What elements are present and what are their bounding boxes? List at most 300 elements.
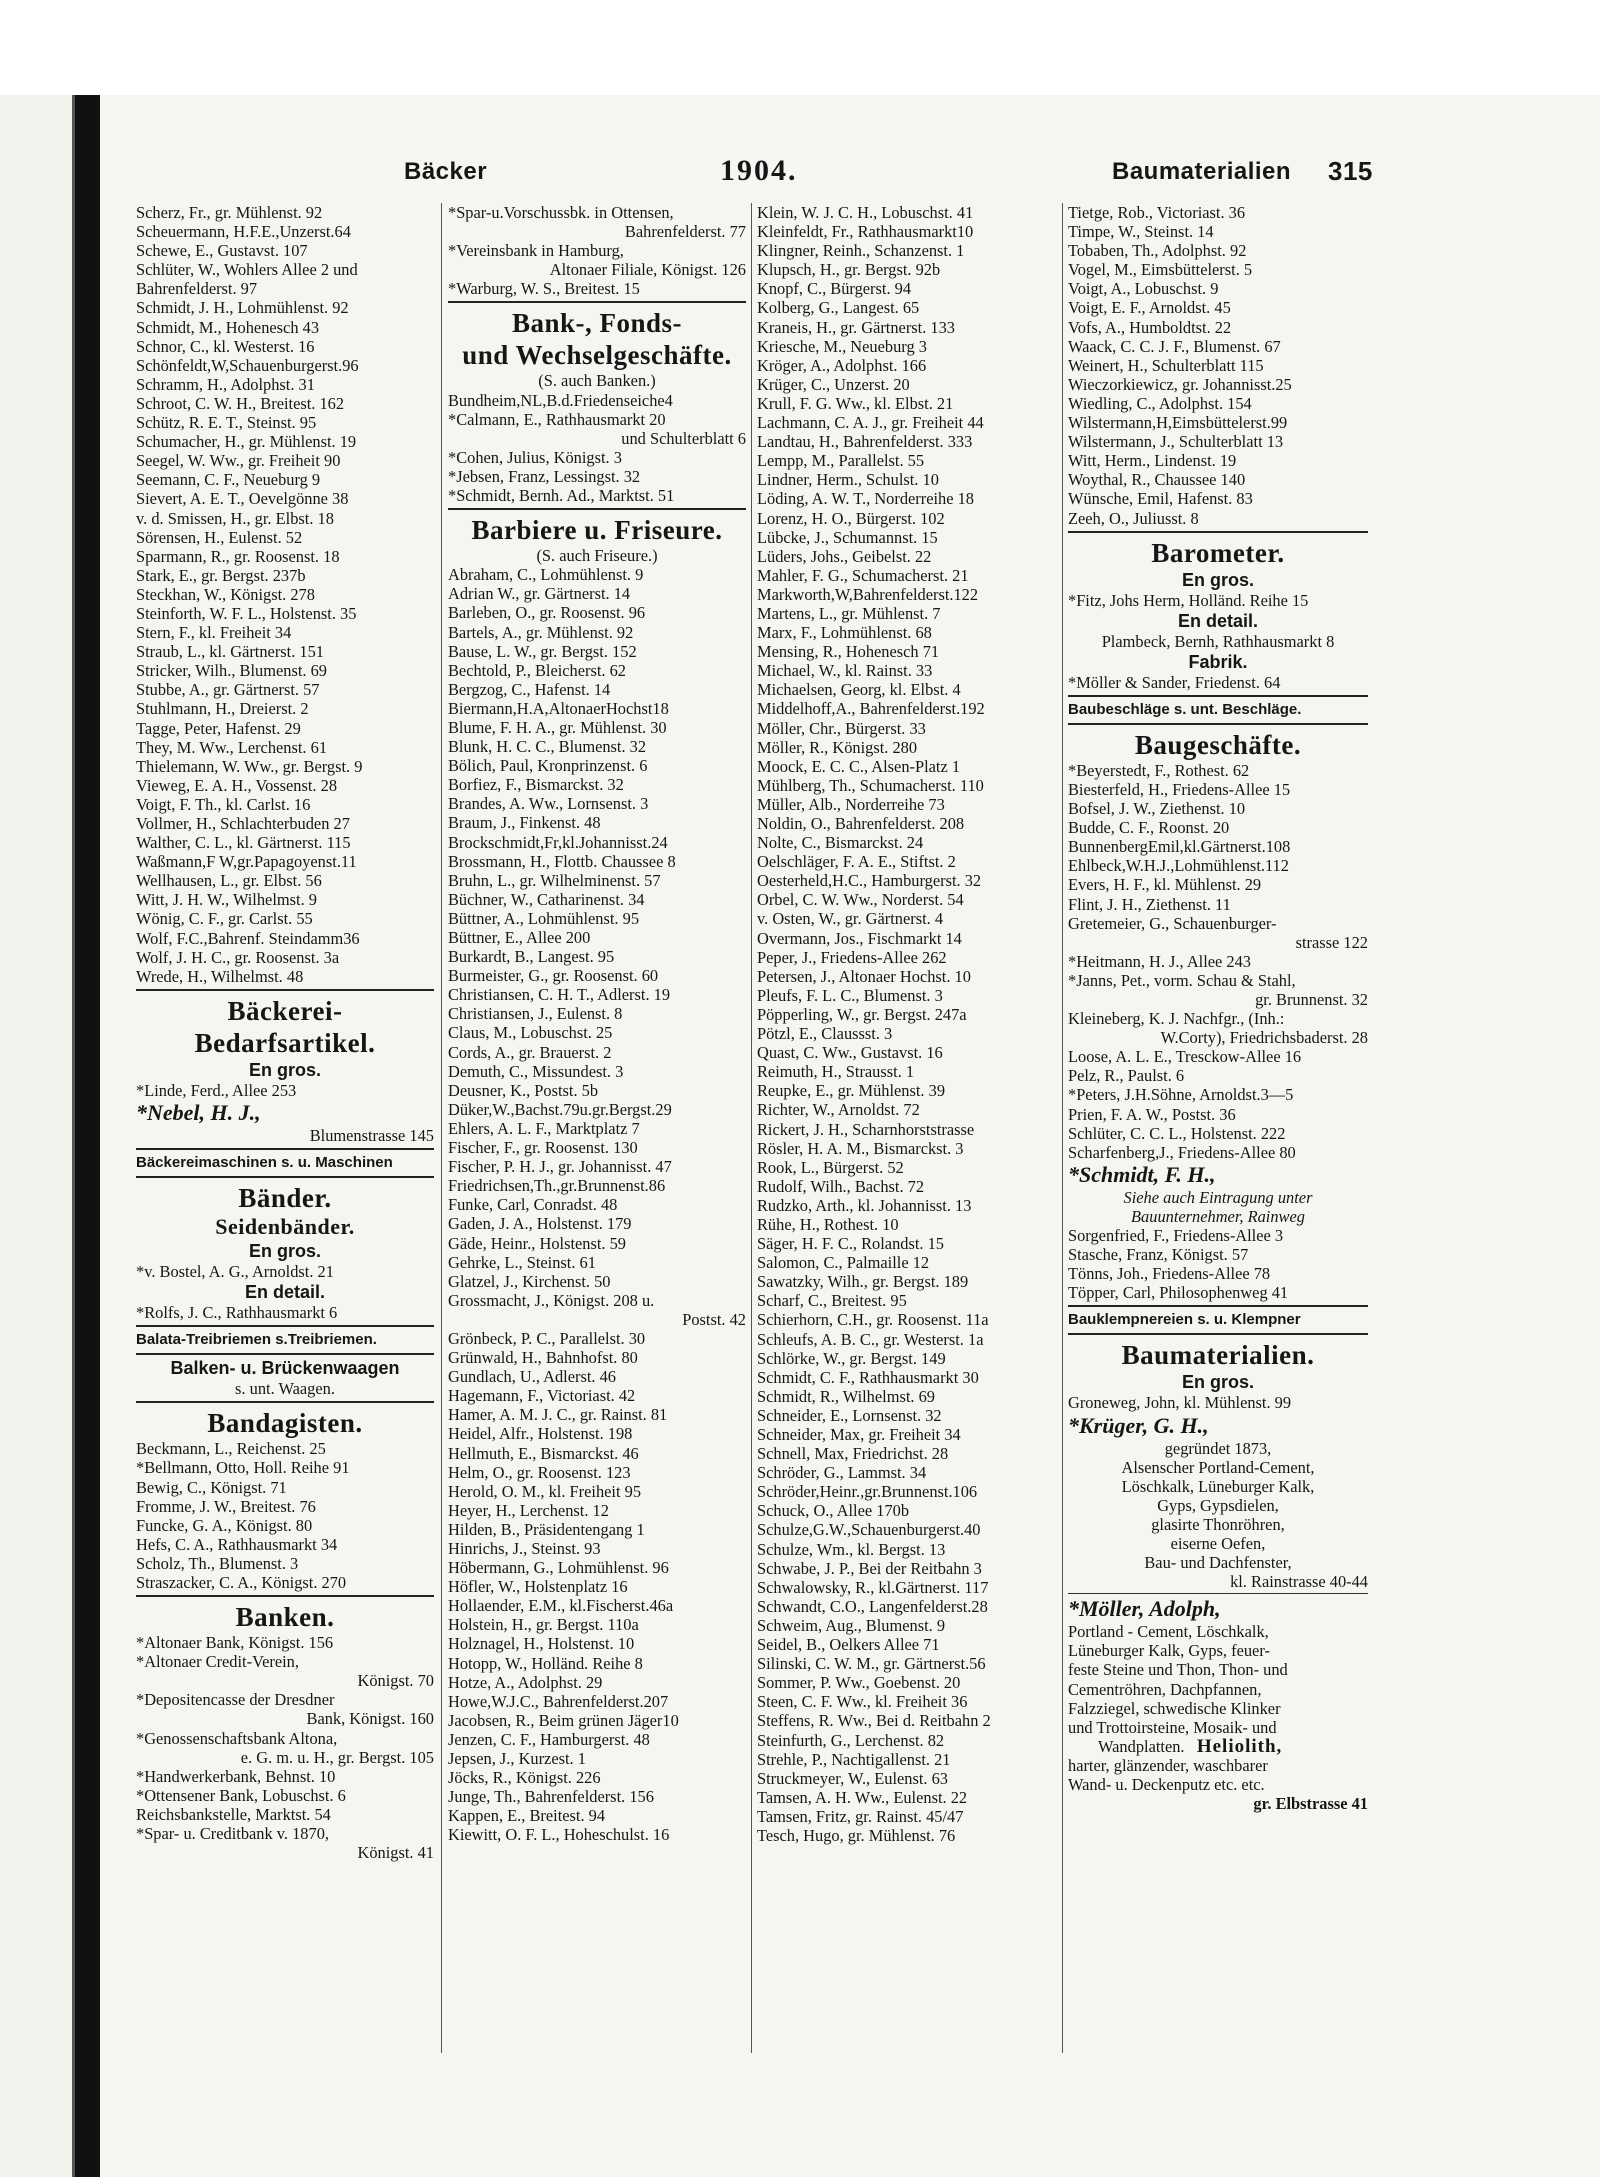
list-item: Loose, A. L. E., Tresckow-Allee 16 <box>1068 1047 1302 1067</box>
list-item: Büchner, W., Catharinenst. 34 <box>448 889 645 909</box>
subheading-en-gros: En gros. <box>248 1241 321 1262</box>
list-item: Timpe, W., Steinst. 14 <box>1068 222 1214 242</box>
list-item: Barleben, O., gr. Roosenst. 96 <box>448 603 646 623</box>
list-item: Seegel, W. Ww., gr. Freiheit 90 <box>136 451 341 471</box>
section-rule <box>136 989 434 991</box>
header-left-keyword: Bäcker <box>404 158 488 185</box>
list-item: Möller, R., Königst. 280 <box>757 737 918 757</box>
list-item: Oesterheld,H.C., Hamburgerst. 32 <box>757 871 982 891</box>
list-item: Evers, H. F., kl. Mühlenst. 29 <box>1068 875 1262 895</box>
subheading-en-gros: En gros. <box>1181 569 1254 590</box>
section-heading: Banken. <box>235 1602 335 1633</box>
list-item: Hefs, C. A., Rathhausmarkt 34 <box>136 1534 338 1554</box>
advert-line: Gyps, Gypsdielen, <box>1157 1495 1279 1515</box>
list-item: Bartels, A., gr. Mühlenst. 92 <box>448 622 634 642</box>
section-heading: Barbiere u. Friseure. <box>471 515 723 546</box>
list-item: Schwalowsky, R., kl.Gärtnerst. 117 <box>757 1577 989 1597</box>
list-item: *Janns, Pet., vorm. Schau & Stahl, <box>1068 970 1296 990</box>
list-item: Hellmuth, E., Bismarckst. 46 <box>448 1443 639 1463</box>
firm-note: Bauunternehmer, Rainweg <box>1131 1206 1305 1226</box>
list-item: Schewe, E., Gustavst. 107 <box>136 241 308 261</box>
facing-page-edge <box>0 95 75 2177</box>
list-item: Schulze,G.W.,Schauenburgerst.40 <box>757 1520 981 1540</box>
list-item: Salomon, C., Palmaille 12 <box>757 1253 930 1273</box>
advert-line: gegründet 1873, <box>1164 1438 1272 1458</box>
list-item: Schmidt, J. H., Lohmühlenst. 92 <box>136 298 349 318</box>
list-item: *Warburg, W. S., Breitest. 15 <box>448 279 640 299</box>
list-item-continuation: Postst. 42 <box>682 1309 746 1329</box>
list-item: *Altonaer Bank, Königst. 156 <box>136 1633 334 1653</box>
cross-reference: Bäckereimaschinen s. u. Maschinen <box>136 1154 393 1172</box>
list-item: Pöpperling, W., gr. Bergst. 247a <box>757 1004 967 1024</box>
advert-rule <box>1068 1593 1368 1594</box>
list-item: Schweim, Aug., Blumenst. 9 <box>757 1615 946 1635</box>
section-rule <box>136 1353 434 1355</box>
section-rule <box>448 301 746 303</box>
section-rule <box>1068 695 1368 697</box>
list-item: Schlüter, W., Wohlers Allee 2 und <box>136 260 358 280</box>
list-item: Burmeister, G., gr. Roosenst. 60 <box>448 966 659 986</box>
list-item: Christiansen, C. H. T., Adlerst. 19 <box>448 985 671 1005</box>
list-item: Bechtold, P., Bleicherst. 62 <box>448 660 626 680</box>
firm-advert-lines <box>1068 1622 1368 1737</box>
list-item: Adrian W., gr. Gärtnerst. 14 <box>448 584 631 604</box>
list-item: Bewig, C., Königst. 71 <box>136 1477 287 1497</box>
section-heading: Bänder. <box>238 1183 332 1214</box>
list-item: Grönbeck, P. C., Parallelst. 30 <box>448 1328 646 1348</box>
section-heading: Baumaterialien. <box>1121 1340 1315 1371</box>
list-item: Tönns, Joh., Friedens-Allee 78 <box>1068 1264 1271 1284</box>
list-item: Bause, L. W., gr. Bergst. 152 <box>448 641 637 661</box>
list-item: Waßmann,F W,gr.Papagoyenst.11 <box>136 852 357 872</box>
section-rule <box>136 1595 434 1597</box>
list-item: Bank, Königst. 160 <box>306 1709 434 1729</box>
list-item: Lindner, Herm., Schulst. 10 <box>757 470 939 490</box>
list-item: Budde, C. F., Roonst. 20 <box>1068 818 1230 838</box>
advert-line: Wand- u. Deckenputz etc. etc. <box>1068 1775 1265 1794</box>
list-item: Reimuth, H., Strausst. 1 <box>757 1062 915 1082</box>
list-item: Richter, W., Arnoldst. 72 <box>757 1100 920 1120</box>
list-item: Schuck, O., Allee 170b <box>757 1501 910 1521</box>
baugeschaefte-list <box>1068 761 1368 1162</box>
list-item: Schramm, H., Adolphst. 31 <box>136 374 315 394</box>
section-heading: Seidenbänder. <box>215 1214 355 1240</box>
list-item: Königst. 70 <box>357 1671 434 1691</box>
list-item: Straszacker, C. A., Königst. 270 <box>136 1572 347 1592</box>
list-item: Tamsen, A. H. Ww., Eulenst. 22 <box>757 1787 968 1807</box>
list-item: e. G. m. u. H., gr. Bergst. 105 <box>240 1747 434 1767</box>
list-item: Büttner, E., Allee 200 <box>448 928 591 947</box>
list-item: Kröger, A., Adolphst. 166 <box>757 355 927 375</box>
list-item: Scharf, C., Breitest. 95 <box>757 1291 907 1311</box>
list-item: *Heitmann, H. J., Allee 243 <box>1068 951 1252 971</box>
list-item: Sawatzky, Wilh., gr. Bergst. 189 <box>757 1272 969 1292</box>
list-item: Struckmeyer, W., Eulenst. 63 <box>757 1768 948 1788</box>
list-item: *Beyerstedt, F., Rothest. 62 <box>1068 760 1250 780</box>
list-item: Bundheim,NL,B.d.Friedenseiche4 <box>448 390 673 410</box>
advert-text: Wandplatten. <box>1098 1736 1185 1756</box>
column-4 <box>1068 203 1368 2063</box>
list-item: Witt, Herm., Lindenst. 19 <box>1068 451 1237 471</box>
advert-line: Löschkalk, Lüneburger Kalk, <box>1121 1476 1315 1496</box>
list-item: Hamer, A. M. J. C., gr. Rainst. 81 <box>448 1405 668 1425</box>
column-2 <box>448 203 746 2063</box>
list-item: Wolf, J. H. C., gr. Roosenst. 3a <box>136 947 340 967</box>
list-item: Steckhan, W., Königst. 278 <box>136 584 315 604</box>
list-item: Orbel, C. W. Ww., Norderst. 54 <box>757 890 964 910</box>
list-item: Seidel, B., Oelkers Allee 71 <box>757 1635 940 1655</box>
list-item: *Depositencasse der Dresdner <box>136 1690 335 1710</box>
list-item: Vieweg, E. A. H., Vossenst. 28 <box>136 775 338 795</box>
barbiere-list-continued <box>757 203 1057 1845</box>
list-item: Schönfeldt,W,Schauenburgerst.96 <box>136 355 359 375</box>
list-item: Bahrenfelderst. 97 <box>136 279 258 299</box>
list-item: Brandes, A. Ww., Lornsenst. 3 <box>448 794 649 814</box>
list-item: BunnenbergEmil,kl.Gärtnerst.108 <box>1068 837 1291 857</box>
section-note: (S. auch Friseure.) <box>536 546 658 566</box>
list-item: Bölich, Paul, Kronprinzenst. 6 <box>448 756 648 776</box>
list-item: Marx, F., Lohmühlenst. 68 <box>757 623 932 643</box>
section-heading: Barometer. <box>1151 537 1285 568</box>
list-item: Wilstermann,H,Eimsbüttelerst.99 <box>1068 413 1288 433</box>
list-item: *Handwerkerbank, Behnst. 10 <box>136 1766 336 1786</box>
list-item: Tesch, Hugo, gr. Mühlenst. 76 <box>757 1825 956 1845</box>
advert-line: und Trottoirsteine, Mosaik- und <box>1068 1717 1277 1737</box>
list-item: Vofs, A., Humboldtst. 22 <box>1068 317 1232 337</box>
section-heading: Bandagisten. <box>207 1408 363 1439</box>
list-item: Reupke, E., gr. Mühlenst. 39 <box>757 1081 946 1101</box>
section-rule <box>136 1176 434 1178</box>
list-item: Töpper, Carl, Philosophenweg 41 <box>1068 1283 1289 1303</box>
firm-name: *Schmidt, F. H., <box>1068 1161 1216 1187</box>
list-item: Schröder, G., Lammst. 34 <box>757 1463 927 1483</box>
list-item: Reichsbankstelle, Marktst. 54 <box>136 1804 331 1824</box>
list-item: Scharfenberg,J., Friedens-Allee 80 <box>1068 1142 1296 1162</box>
list-item: Gehrke, L., Steinst. 61 <box>448 1252 596 1272</box>
list-item: Schneider, E., Lornsenst. 32 <box>757 1405 942 1425</box>
list-item: Pleufs, F. L. C., Blumenst. 3 <box>757 985 943 1005</box>
subheading-fabrik: Fabrik. <box>1188 651 1248 672</box>
list-item: Steinforth, W. F. L., Holstenst. 35 <box>136 603 357 623</box>
list-item: Höbermann, G., Lohmühlenst. 96 <box>448 1558 669 1578</box>
list-item: Beckmann, L., Reichenst. 25 <box>136 1439 326 1459</box>
list-item: Kriesche, M., Neueburg 3 <box>757 336 927 356</box>
list-item: Stuhlmann, H., Dreierst. 2 <box>136 699 309 719</box>
list-item: Tamsen, Fritz, gr. Rainst. 45/47 <box>757 1806 964 1826</box>
firm-advert-lines <box>1068 1756 1368 1794</box>
list-item: Howe,W.J.C., Bahrenfelderst.207 <box>448 1691 669 1711</box>
list-item: Middelhoff,A., Bahrenfelderst.192 <box>757 699 985 719</box>
list-item: Wrede, H., Wilhelmst. 48 <box>136 966 304 986</box>
list-item: Stern, F., kl. Freiheit 34 <box>136 623 292 643</box>
list-item: Schneider, Max, gr. Freiheit 34 <box>757 1425 961 1444</box>
advert-line: feste Steine und Thon, Thon- und <box>1068 1660 1288 1680</box>
list-item: und Schulterblatt 6 <box>621 428 746 448</box>
list-item: v. Osten, W., gr. Gärtnerst. 4 <box>757 909 944 929</box>
list-item: Düker,W.,Bachst.79u.gr.Bergst.29 <box>448 1099 672 1119</box>
section-heading: Bedarfsartikel. <box>194 1027 376 1058</box>
subheading-en-gros: En gros. <box>1181 1372 1254 1393</box>
list-item: Knopf, C., Bürgerst. 94 <box>757 279 912 299</box>
list-item: Biermann,H.A,AltonaerHochst18 <box>448 698 669 718</box>
advert-line: glasirte Thonröhren, <box>1151 1514 1285 1534</box>
list-item: They, M. Ww., Lerchenst. 61 <box>136 737 328 757</box>
list-item: Wieczorkiewicz, gr. Johannisst.25 <box>1068 374 1292 394</box>
list-item: Klupsch, H., gr. Bergst. 92b <box>757 260 941 280</box>
list-item: Schmidt, M., Hohenesch 43 <box>136 317 320 337</box>
list-item: *Fitz, Johs Herm, Holländ. Reihe 15 <box>1068 590 1309 610</box>
advert-line: Cementröhren, Dachpfannen, <box>1068 1679 1262 1699</box>
list-item: Stubbe, A., gr. Gärtnerst. 57 <box>136 680 320 700</box>
list-item: Wiedling, C., Adolphst. 154 <box>1068 393 1252 413</box>
list-item: Mensing, R., Hohenesch 71 <box>757 642 940 662</box>
list-item: Braum, J., Finkenst. 48 <box>448 813 601 833</box>
list-item: Schlüter, C. C. L., Holstenst. 222 <box>1068 1123 1286 1143</box>
list-item: Weinert, H., Schulterblatt 115 <box>1068 355 1264 375</box>
running-header <box>0 154 1600 198</box>
list-item: W.Corty), Friedrichsbaderst. 28 <box>1160 1028 1368 1048</box>
list-item: Walther, C. L., kl. Gärtnerst. 115 <box>136 833 351 853</box>
section-rule <box>136 1148 434 1150</box>
list-item: Krüger, C., Unzerst. 20 <box>757 374 910 394</box>
list-item: Mahler, F. G., Schumacherst. 21 <box>757 565 969 585</box>
list-item: Voigt, F. Th., kl. Carlst. 16 <box>136 794 311 814</box>
list-item: Rudzko, Arth., kl. Johannisst. 13 <box>757 1195 972 1215</box>
list-item: Säger, H. F. C., Rolandst. 15 <box>757 1234 944 1254</box>
list-item: Steen, C. F. Ww., kl. Freiheit 36 <box>757 1692 968 1712</box>
list-item: Schmidt, R., Wilhelmst. 69 <box>757 1386 935 1406</box>
list-item: gr. Brunnenst. 32 <box>1255 990 1368 1009</box>
list-item: Fromme, J. W., Breitest. 76 <box>136 1496 316 1516</box>
list-item: Gäde, Heinr., Holstenst. 59 <box>448 1233 626 1253</box>
advert-line: eiserne Oefen, <box>1170 1533 1266 1553</box>
barbiere-list <box>448 565 746 1310</box>
firm-address: gr. Elbstrasse 41 <box>1253 1794 1368 1814</box>
list-item: Biesterfeld, H., Friedens-Allee 15 <box>1068 779 1291 799</box>
firm-name: *Möller, Adolph, <box>1068 1596 1221 1622</box>
section-rule <box>1068 1305 1368 1307</box>
list-item: Sievert, A. E. T., Oevelgönne 38 <box>136 489 349 509</box>
list-item: *Möller & Sander, Friedenst. 64 <box>1068 672 1281 692</box>
list-item: Steinfurth, G., Lerchenst. 82 <box>757 1730 945 1750</box>
section-heading: Bank-, Fonds- <box>511 308 683 339</box>
list-item: Flint, J. H., Ziethenst. 11 <box>1068 894 1231 914</box>
list-item: Woythal, R., Chaussee 140 <box>1068 470 1246 490</box>
firm-note: Siehe auch Eintragung unter <box>1123 1187 1313 1207</box>
section-rule <box>1068 723 1368 725</box>
list-item: Funcke, G. A., Königst. 80 <box>136 1515 313 1535</box>
list-item: Scholz, Th., Blumenst. 3 <box>136 1553 299 1573</box>
list-item: Schwabe, J. P., Bei der Reitbahn 3 <box>757 1558 982 1578</box>
list-item: Wönig, C. F., gr. Carlst. 55 <box>136 909 313 929</box>
barbiere-list-end <box>1068 203 1368 528</box>
list-item: Hagemann, F., Victoriast. 42 <box>448 1386 636 1406</box>
section-rule <box>136 1401 434 1403</box>
list-item: Jöcks, R., Königst. 226 <box>448 1768 601 1788</box>
list-item: *Bellmann, Otto, Holl. Reihe 91 <box>136 1458 350 1478</box>
list-item: *Cohen, Julius, Königst. 3 <box>448 447 622 467</box>
list-item: Kleineberg, K. J. Nachfgr., (Inh.: <box>1068 1009 1285 1029</box>
list-item: Helm, O., gr. Roosenst. 123 <box>448 1462 631 1482</box>
list-item: Hinrichs, J., Steinst. 93 <box>448 1539 601 1558</box>
cross-reference: s. unt. Waagen. <box>235 1379 335 1399</box>
list-item: Bruhn, L., gr. Wilhelminenst. 57 <box>448 870 661 890</box>
list-item: *Linde, Ferd., Allee 253 <box>136 1080 297 1100</box>
list-item: Wünsche, Emil, Hafenst. 83 <box>1068 489 1253 509</box>
list-item: Gretemeier, G., Schauenburger- <box>1068 913 1277 933</box>
list-item: *Schmidt, Bernh. Ad., Marktst. 51 <box>448 486 675 506</box>
brand-name: Heliolith, <box>1196 1736 1283 1756</box>
list-item: Witt, J. H. W., Wilhelmst. 9 <box>136 890 317 910</box>
list-item: Kappen, E., Breitest. 94 <box>448 1806 606 1826</box>
list-item: Landtau, H., Bahrenfelderst. 333 <box>757 432 973 452</box>
advert-line: Portland - Cement, Löschkalk, <box>1068 1622 1269 1642</box>
section-rule <box>1068 1333 1368 1335</box>
list-item: Straub, L., kl. Gärtnerst. 151 <box>136 642 325 662</box>
list-item: Sorgenfried, F., Friedens-Allee 3 <box>1068 1226 1284 1246</box>
list-item: Ehlbeck,W.H.J.,Lohmühlenst.112 <box>1068 856 1289 876</box>
list-item: Schnor, C., kl. Westerst. 16 <box>136 336 315 356</box>
list-item: Schroot, C. W. H., Breitest. 162 <box>136 393 345 413</box>
list-item: Nolte, C., Bismarckst. 24 <box>757 833 924 853</box>
subheading-en-detail: En detail. <box>244 1282 325 1303</box>
list-item: Mühlberg, Th., Schumacherst. 110 <box>757 775 984 795</box>
list-item: Rook, L., Bürgerst. 52 <box>757 1157 904 1177</box>
list-item: Strehle, P., Nachtigallenst. 21 <box>757 1749 951 1769</box>
list-item: Grünwald, H., Bahnhofst. 80 <box>448 1348 638 1368</box>
list-item: *Peters, J.H.Söhne, Arnoldst.3—5 <box>1068 1085 1294 1105</box>
banken-list <box>136 1633 434 1862</box>
list-item: Tagge, Peter, Hafenst. 29 <box>136 718 301 738</box>
list-item: Tietge, Rob., Victoriast. 36 <box>1068 203 1246 222</box>
list-item: Schierhorn, C.H., gr. Roosenst. 11a <box>757 1310 989 1330</box>
list-item: Stark, E., gr. Bergst. 237b <box>136 565 306 585</box>
column-divider <box>751 203 752 2053</box>
list-item: Funke, Carl, Conradst. 48 <box>448 1195 618 1215</box>
baecker-list <box>136 203 434 986</box>
column-1 <box>136 203 434 2063</box>
list-item: strasse 122 <box>1295 932 1368 952</box>
list-item: Lorenz, H. O., Bürgerst. 102 <box>757 508 945 528</box>
list-item: Moock, E. C. C., Alsen-Platz 1 <box>757 756 961 776</box>
list-item: Müller, Alb., Norderreihe 73 <box>757 794 945 814</box>
list-item: Wellhausen, L., gr. Elbst. 56 <box>136 871 322 891</box>
section-heading: Bäckerei- <box>227 995 343 1026</box>
list-item: Blunk, H. C. C., Blumenst. 32 <box>448 737 647 757</box>
list-item: Sparmann, R., gr. Roosenst. 18 <box>136 546 340 566</box>
header-right-keyword: Baumaterialien <box>1112 158 1292 185</box>
fonds-list <box>448 391 746 506</box>
list-item: Bergzog, C., Hafenst. 14 <box>448 679 611 699</box>
advert-line: Falzziegel, schwedische Klinker <box>1068 1698 1281 1718</box>
list-item: Scherz, Fr., gr. Mühlenst. 92 <box>136 203 323 222</box>
advert-line: Lüneburger Kalk, Gyps, feuer- <box>1068 1641 1270 1661</box>
list-item: Cords, A., gr. Brauerst. 2 <box>448 1042 612 1062</box>
list-item: Voigt, A., Lobuschst. 9 <box>1068 279 1219 299</box>
section-rule <box>448 508 746 510</box>
list-item: Borfiez, F., Bismarckst. 32 <box>448 775 624 795</box>
list-item: Pötzl, E., Claussst. 3 <box>757 1024 893 1044</box>
list-item: Hollaender, E.M., kl.Fischerst.46a <box>448 1596 674 1616</box>
list-item: Deusner, K., Postst. 5b <box>448 1080 599 1100</box>
list-item: Christiansen, J., Eulenst. 8 <box>448 1004 623 1024</box>
list-item: Klein, W. J. C. H., Lobuschst. 41 <box>757 203 974 222</box>
list-item: Brockschmidt,Fr,kl.Johannisst.24 <box>448 832 668 852</box>
list-item: Schleufs, A. B. C., gr. Westerst. 1a <box>757 1329 984 1349</box>
cross-reference: Balata-Treibriemen s.Treibriemen. <box>136 1331 377 1349</box>
list-item: Herold, O. M., kl. Freiheit 95 <box>448 1481 642 1501</box>
firm-name: *Nebel, H. J., <box>136 1099 261 1125</box>
list-item: Thielemann, W. Ww., gr. Bergst. 9 <box>136 756 363 776</box>
list-item: Wolf, F.C.,Bahrenf. Steindamm36 <box>136 928 360 948</box>
list-item: Sörensen, H., Eulenst. 52 <box>136 527 303 547</box>
list-item: Junge, Th., Bahrenfelderst. 156 <box>448 1787 654 1807</box>
advert-line: Bau- und Dachfenster, <box>1144 1553 1292 1573</box>
list-item: Wilstermann, J., Schulterblatt 13 <box>1068 432 1284 452</box>
list-item: Jepsen, J., Kurzest. 1 <box>448 1749 586 1769</box>
list-item: Michael, W., kl. Rainst. 33 <box>757 661 933 681</box>
list-item: Tobaben, Th., Adolphst. 92 <box>1068 241 1247 261</box>
section-rule <box>1068 531 1368 533</box>
section-note: (S. auch Banken.) <box>538 371 656 391</box>
list-item: Hotze, A., Adolphst. 29 <box>448 1672 603 1692</box>
list-item: Schlörke, W., gr. Bergst. 149 <box>757 1348 946 1368</box>
section-heading: und Wechselgeschäfte. <box>462 340 732 371</box>
list-item: Holstein, H., gr. Bergst. 110a <box>448 1615 639 1635</box>
list-item: Jacobsen, R., Beim grünen Jäger10 <box>448 1710 679 1730</box>
cross-reference: Baubeschläge s. unt. Beschläge. <box>1068 700 1302 718</box>
list-item: Kiewitt, O. F. L., Hoheschulst. 16 <box>448 1825 670 1845</box>
list-item: Blume, F. H. A., gr. Mühlenst. 30 <box>448 717 667 737</box>
list-item: Schnell, Max, Friedrichst. 28 <box>757 1444 949 1464</box>
list-item: Fischer, P. H. J., gr. Johannisst. 47 <box>448 1157 672 1177</box>
list-item: Glatzel, J., Kirchenst. 50 <box>448 1271 611 1291</box>
list-item: Büttner, A., Lohmühlenst. 95 <box>448 908 640 928</box>
list-item: Sommer, P. Ww., Goebenst. 20 <box>757 1673 961 1693</box>
list-item: Gaden, J. A., Holstenst. 179 <box>448 1214 632 1234</box>
list-item: Schwandt, C.O., Langenfelderst.28 <box>757 1596 988 1616</box>
list-item: Quast, C. Ww., Gustavst. 16 <box>757 1043 943 1063</box>
banken-list-continued <box>448 203 746 298</box>
list-item: Pelz, R., Paulst. 6 <box>1068 1066 1185 1086</box>
list-item: Petersen, J., Altonaer Hochst. 10 <box>757 966 971 986</box>
list-item: Ehlers, A. L. F., Marktplatz 7 <box>448 1118 640 1138</box>
list-item: v. d. Smissen, H., gr. Elbst. 18 <box>136 508 334 528</box>
list-item: Schulze, Wm., kl. Bergst. 13 <box>757 1539 946 1559</box>
list-item: *v. Bostel, A. G., Arnoldst. 21 <box>136 1262 334 1282</box>
list-item: *Genossenschaftsbank Altona, <box>136 1728 338 1748</box>
list-item: Michaelsen, Georg, kl. Elbst. 4 <box>757 680 961 700</box>
cross-reference-heading: Balken- u. Brückenwaagen <box>170 1358 400 1379</box>
advert-line <box>1068 1737 1368 1756</box>
list-item: Rudolf, Wilh., Bachst. 72 <box>757 1176 925 1196</box>
list-item: Löding, A. W. T., Norderreihe 18 <box>757 489 974 509</box>
list-item: Plambeck, Bernh, Rathhausmarkt 8 <box>1101 631 1335 651</box>
list-item: Groneweg, John, kl. Mühlenst. 99 <box>1068 1393 1292 1413</box>
list-item: *Vereinsbank in Hamburg, <box>448 241 624 261</box>
firm-address: kl. Rainstrasse 40-44 <box>1230 1572 1368 1592</box>
cross-reference: Bauklempnereien s. u. Klempner <box>1068 1311 1301 1329</box>
barbiere-list-continued <box>448 1329 746 1845</box>
list-item: Vollmer, H., Schlachterbuden 27 <box>136 814 350 833</box>
list-item: Waack, C. C. J. F., Blumenst. 67 <box>1068 336 1281 356</box>
list-item: Klingner, Reinh., Schanzenst. 1 <box>757 241 965 261</box>
list-item: Hotopp, W., Holländ. Reihe 8 <box>448 1653 643 1673</box>
list-item: *Ottensener Bank, Lobuschst. 6 <box>136 1785 346 1805</box>
list-item: *Jebsen, Franz, Lessingst. 32 <box>448 466 641 486</box>
list-item: Holznagel, H., Holstenst. 10 <box>448 1634 635 1654</box>
list-item: Prien, F. A. W., Postst. 36 <box>1068 1104 1236 1124</box>
